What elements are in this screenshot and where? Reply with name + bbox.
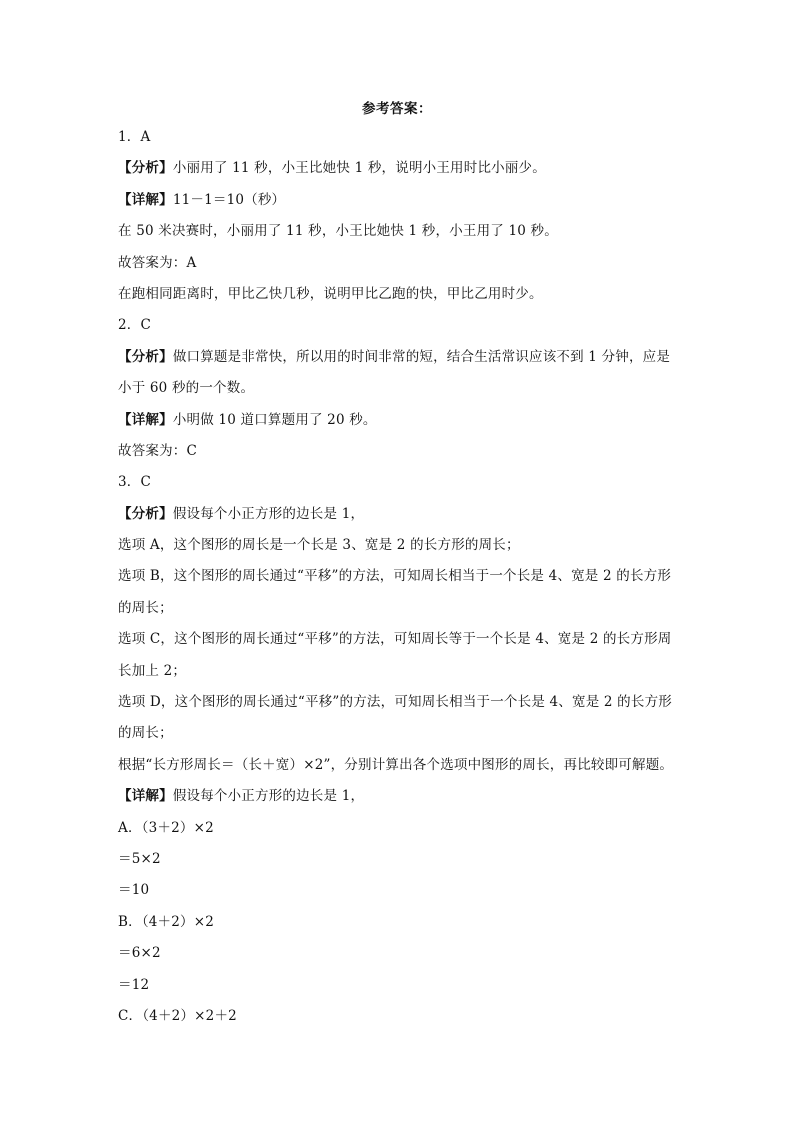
section-tag: 【分析】 — [118, 348, 173, 365]
line-text: ＝5×2 — [118, 850, 161, 867]
section-tag: 【详解】 — [118, 788, 173, 805]
text-line — [118, 624, 688, 655]
text-line — [118, 907, 688, 938]
text-line — [118, 436, 688, 467]
line-text: 假设每个小正方形的边长是 1， — [172, 788, 365, 805]
text-line — [118, 122, 688, 153]
text-line — [118, 875, 688, 906]
line-text: 在跑相同距离时，甲比乙快几秒，说明甲比乙跑的快，甲比乙用时少。 — [118, 285, 543, 302]
text-line — [118, 970, 688, 1001]
text-line — [118, 593, 688, 624]
text-line — [118, 781, 688, 812]
line-text: A．（3＋2）×2 — [118, 819, 214, 836]
line-text: 的周长； — [118, 725, 173, 742]
text-line — [118, 938, 688, 969]
line-text: 选项 C，这个图形的周长通过“平移”的方法，可知周长等于一个长是 4、宽是 2 的长方形周 — [118, 631, 672, 648]
text-line — [118, 405, 688, 436]
text-line — [118, 844, 688, 875]
text-line — [118, 373, 688, 404]
text-line — [118, 750, 688, 781]
line-text: 选项 B，这个图形的周长通过“平移”的方法，可知周长相当于一个长是 4、宽是 2 的长方形 — [118, 568, 672, 585]
section-tag: 【详解】 — [118, 191, 173, 208]
section-tag: 【详解】 — [118, 411, 173, 428]
line-text: B．（4＋2）×2 — [118, 913, 215, 930]
line-text: ＝10 — [118, 882, 150, 899]
line-text: 3．C — [118, 474, 152, 491]
line-text: 小丽用了 11 秒，小王比她快 1 秒，说明小王用时比小丽少。 — [172, 160, 546, 177]
text-line — [118, 499, 688, 530]
text-line — [118, 310, 688, 341]
text-line — [118, 687, 688, 718]
page-title: 参考答案： — [362, 101, 432, 117]
section-tag: 【分析】 — [118, 160, 173, 177]
text-line — [118, 216, 688, 247]
text-line — [118, 342, 688, 373]
line-text: 小明做 10 道口算题用了 20 秒。 — [172, 411, 377, 428]
line-text: 做口算题是非常快，所以用的时间非常的短，结合生活常识应该不到 1 分钟，应是 — [172, 348, 671, 365]
line-text: ＝6×2 — [118, 945, 161, 962]
text-line — [118, 467, 688, 498]
line-text: 故答案为：C — [118, 442, 198, 459]
text-line — [118, 185, 688, 216]
line-text: 长加上 2； — [118, 662, 187, 679]
line-text: 选项 A，这个图形的周长是一个长是 3、宽是 2 的长方形的周长； — [118, 537, 520, 554]
text-line — [118, 279, 688, 310]
text-line — [118, 153, 688, 184]
text-line — [118, 561, 688, 592]
text-line — [118, 813, 688, 844]
line-text: 根据“长方形周长＝（长＋宽）×2”，分别计算出各个选项中图形的周长，再比较即可解题。 — [118, 756, 674, 773]
line-text: 假设每个小正方形的边长是 1， — [172, 505, 365, 522]
line-text: 故答案为：A — [118, 254, 197, 271]
line-text: C．（4＋2）×2＋2 — [118, 1007, 237, 1024]
line-text: ＝12 — [118, 976, 150, 993]
text-line — [118, 248, 688, 279]
text-line — [118, 530, 688, 561]
line-text: 的周长； — [118, 599, 173, 616]
line-text: 小于 60 秒的一个数。 — [118, 380, 255, 397]
line-text: 1．A — [118, 129, 151, 145]
text-line — [118, 656, 688, 687]
text-line — [118, 1001, 688, 1032]
text-line — [118, 718, 688, 749]
line-text: 在 50 米决赛时，小丽用了 11 秒，小王比她快 1 秒，小王用了 10 秒。 — [118, 223, 558, 240]
answer-lines — [118, 122, 688, 1032]
line-text: 选项 D，这个图形的周长通过“平移”的方法，可知周长相当于一个长是 4、宽是 2 的长方形 — [118, 694, 672, 711]
section-tag: 【分析】 — [118, 505, 173, 522]
line-text: 11－1＝10（秒） — [172, 191, 286, 208]
line-text: 2．C — [118, 317, 152, 334]
